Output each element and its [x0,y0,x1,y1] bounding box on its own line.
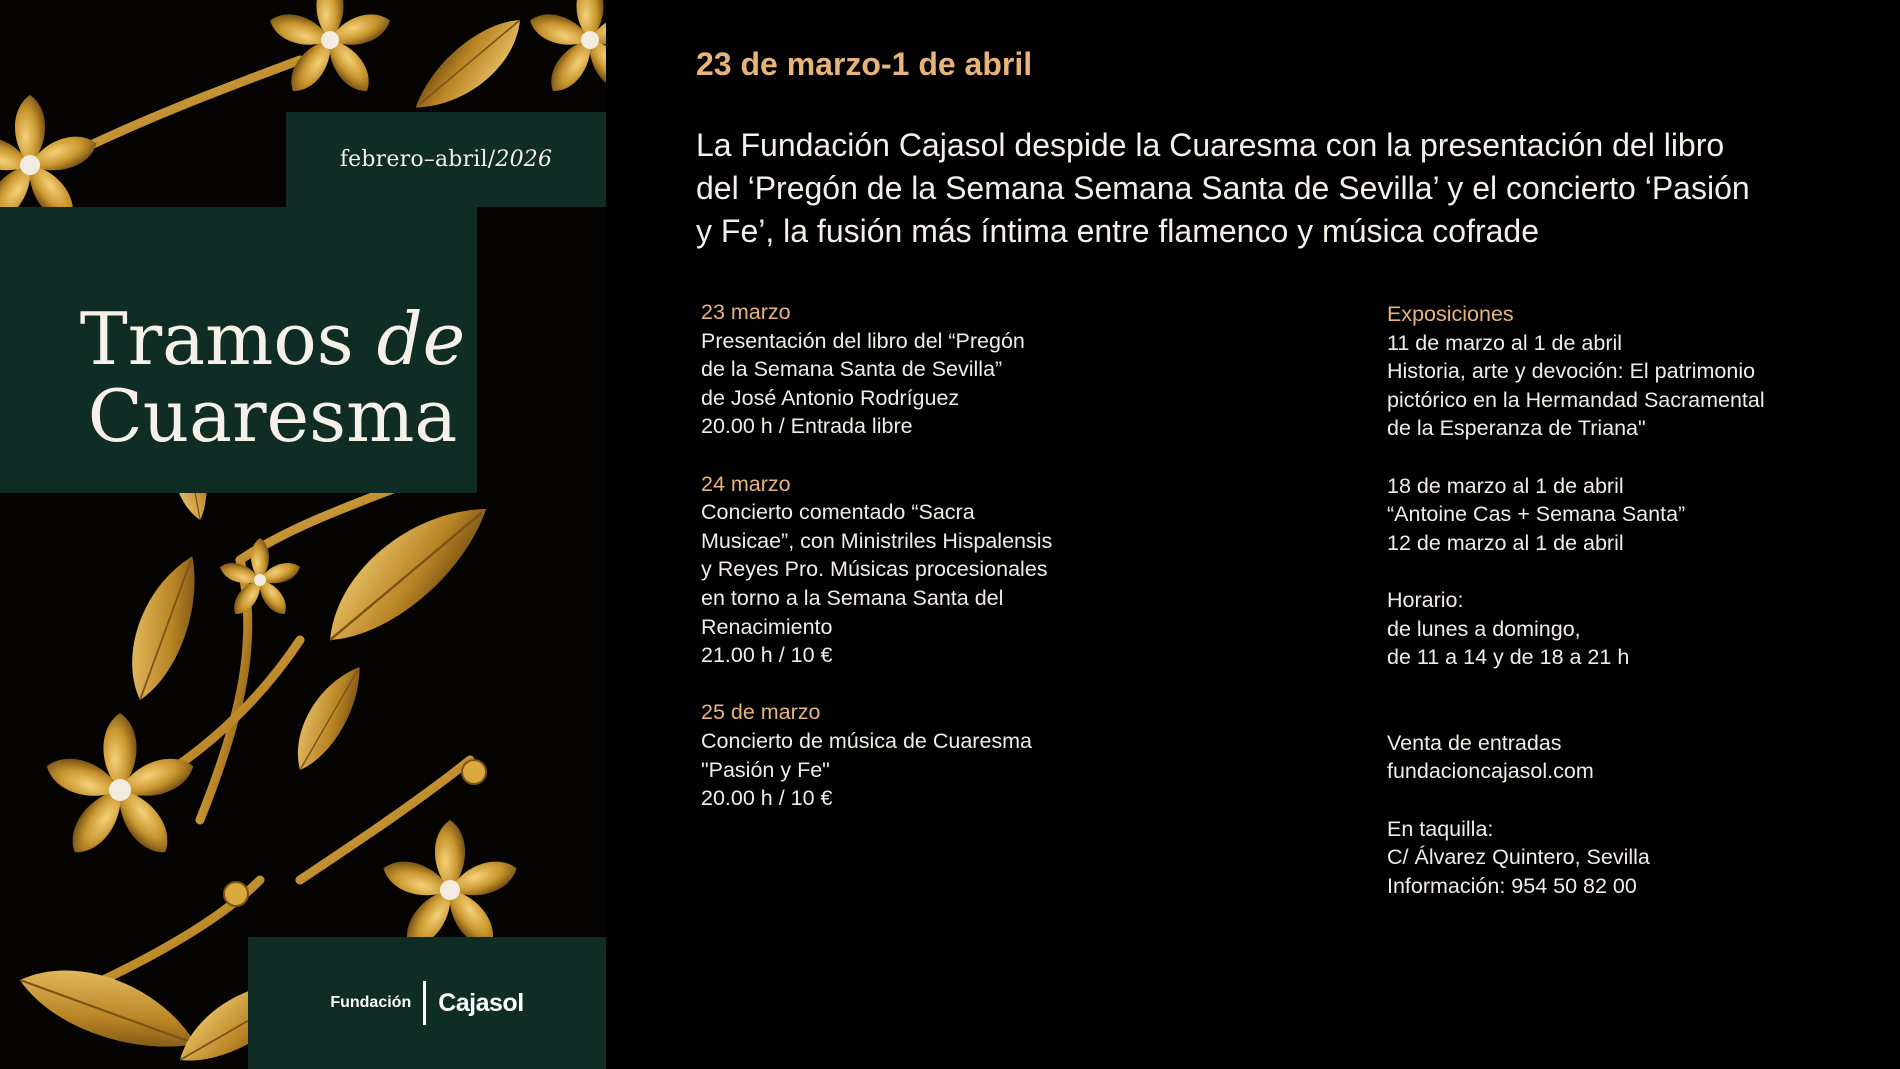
poster-title-line2: Cuaresma [87,374,458,458]
date-range-heading: 23 de marzo-1 de abril [696,46,1033,82]
poster-title-line1: Tramos de [79,297,466,381]
period-label: febrero–abril/ [339,147,496,172]
event-date: 23 marzo [701,300,791,324]
exhibition-item: 18 de marzo al 1 de abril “Antoine Cas + Semana Santa” 12 de marzo al 1 de abril [1387,473,1686,555]
logo-fundacion-text: Fundación [330,994,412,1011]
ticket-website: fundacioncajasol.com [1387,759,1594,784]
events-column [701,298,1121,841]
opening-hours: Horario: de lunes a domingo, de 11 a 14 y de 18 a 21 h [1387,587,1630,670]
ticket-sales: Venta de entradas fundacioncajasol.com [1387,729,1857,786]
event-item: 25 de marzo Concierto de música de Cuaresma "Pasión y Fe" 20.00 h / 10 € [701,698,1121,812]
intro-paragraph: La Fundación Cajasol despide la Cuaresma con la presentación del libro del ‘Pregón de la Semana Semana Santa de Sevilla’ y el concierto ‘Pasión y Fe’, la fusión más íntima entre flamenco y música cofrade [696,127,1750,249]
event-item: 23 marzo Presentación del libro del “Pregón de la Semana Santa de Sevilla” de José Antonio Rodríguez 20.00 h / Entrada libre [701,298,1121,441]
exhibitions-heading: Exposiciones [1387,302,1514,326]
exhibitions-column [1387,300,1857,900]
event-date: 24 marzo [701,471,791,496]
event-date: 25 de marzo [701,700,821,725]
logo-cajasol-text: Cajasol [438,988,524,1017]
exhibition-item: 11 de marzo al 1 de abril Historia, arte y devoción: El patrimonio pictórico en la Hermandad Sacramental de la Esperanza de Triana" [1387,330,1765,441]
period-year: 2026 [495,147,553,172]
event-item: 24 marzo Concierto comentado “Sacra Musicae”, con Ministriles Hispalensis y Reyes Pro. Músicas procesionales en torno a la Semana Santa del Renacimiento 21.00 h / 10 € [701,470,1121,670]
box-office-info: En taquilla: C/ Álvarez Quintero, Sevilla Información: 954 50 82 00 [1387,816,1650,898]
